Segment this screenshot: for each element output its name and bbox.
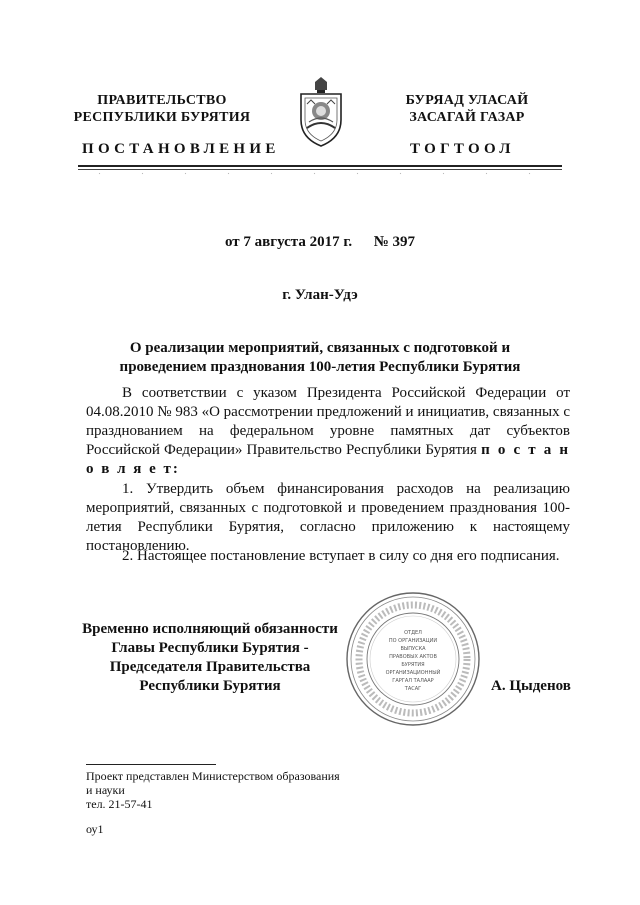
header-left-line-1: ПРАВИТЕЛЬСТВО	[97, 93, 227, 108]
title-line-1: О реализации мероприятий, связанных с подготовкой и	[129, 340, 511, 356]
signatory-line-3: Председателя Правительства	[109, 659, 311, 675]
footer-tag: оу1	[86, 822, 104, 836]
header-right-block	[382, 92, 552, 126]
document-city: г. Улан-Удэ	[282, 287, 358, 303]
doc-type-right: ТОГТООЛ	[410, 141, 515, 157]
seal-line-4: ПРАВОВЫХ АКТОВ	[389, 654, 437, 660]
seal-line-8: ТАСАГ	[404, 686, 422, 692]
paragraph-item-2: 2. Настоящее постановление вступает в силу со дня его подписания.	[122, 548, 560, 564]
seal-line-7: ГАРГАЛ ТАЛААР	[392, 678, 434, 684]
header-dotted-line	[78, 172, 562, 175]
doc-type-left: ПОСТАНОВЛЕНИЕ	[82, 141, 280, 157]
signatory-line-4: Республики Бурятия	[139, 678, 281, 694]
signatory-name: А. Цыденов	[491, 678, 571, 694]
date-number-line	[0, 234, 640, 251]
title-line-2: проведением празднования 100-летия Республики Бурятия	[119, 359, 521, 375]
paragraph-item-1: 1. Утвердить объем финансирования расходов на реализацию мероприятий, связанных с подготовкой и проведением празднования 100-летия Республики Бурятия, согласно приложению к настоящему постановлению.	[86, 481, 570, 554]
official-seal-icon	[344, 590, 482, 728]
footer-line-3: тел. 21-57-41	[86, 797, 153, 811]
document-date: от 7 августа 2017 г.	[224, 234, 353, 250]
header-rule	[78, 165, 562, 167]
signatory-position	[70, 620, 350, 696]
seal-line-6: ОРГАНИЗАЦИОННЫЙ	[385, 670, 441, 676]
coat-of-arms-icon	[297, 76, 345, 148]
seal-line-1: ОТДЕЛ	[404, 630, 422, 636]
header-left-block	[62, 92, 262, 126]
preamble-text: В соответствии с указом Президента Российской Федерации от 04.08.2010 № 983 «О рассмотрении предложений и инициатив, связанных с празднованием на федеральном уровне памятных дат субъектов Российской Федерации» Правительство Республики Бурятия	[86, 385, 570, 458]
seal-line-3: ВЫПУСКА	[400, 646, 426, 652]
paragraph-preamble	[86, 384, 570, 479]
seal-line-5: БУРЯТИЯ	[401, 662, 425, 668]
resolves-word: п о с т а н о в л я е т:	[86, 442, 570, 477]
footer-line-1: Проект представлен Министерством образования	[86, 769, 340, 783]
header-right-line-1: БУРЯАД УЛАСАЙ	[405, 93, 529, 108]
seal-line-2: ПО ОРГАНИЗАЦИИ	[388, 638, 438, 644]
header-left-line-2: РЕСПУБЛИКИ БУРЯТИЯ	[73, 110, 251, 125]
document-title	[108, 339, 532, 377]
footer-note	[86, 769, 340, 811]
footer-rule	[86, 764, 216, 765]
signatory-line-1: Временно исполняющий обязанности	[82, 621, 338, 637]
header-rule-thin	[78, 169, 562, 170]
header-right-line-2: ЗАСАГАЙ ГАЗАР	[409, 110, 525, 125]
footer-line-2: и науки	[86, 783, 125, 797]
document-number: № 397	[373, 234, 416, 250]
signatory-line-2: Главы Республики Бурятия -	[111, 640, 309, 656]
